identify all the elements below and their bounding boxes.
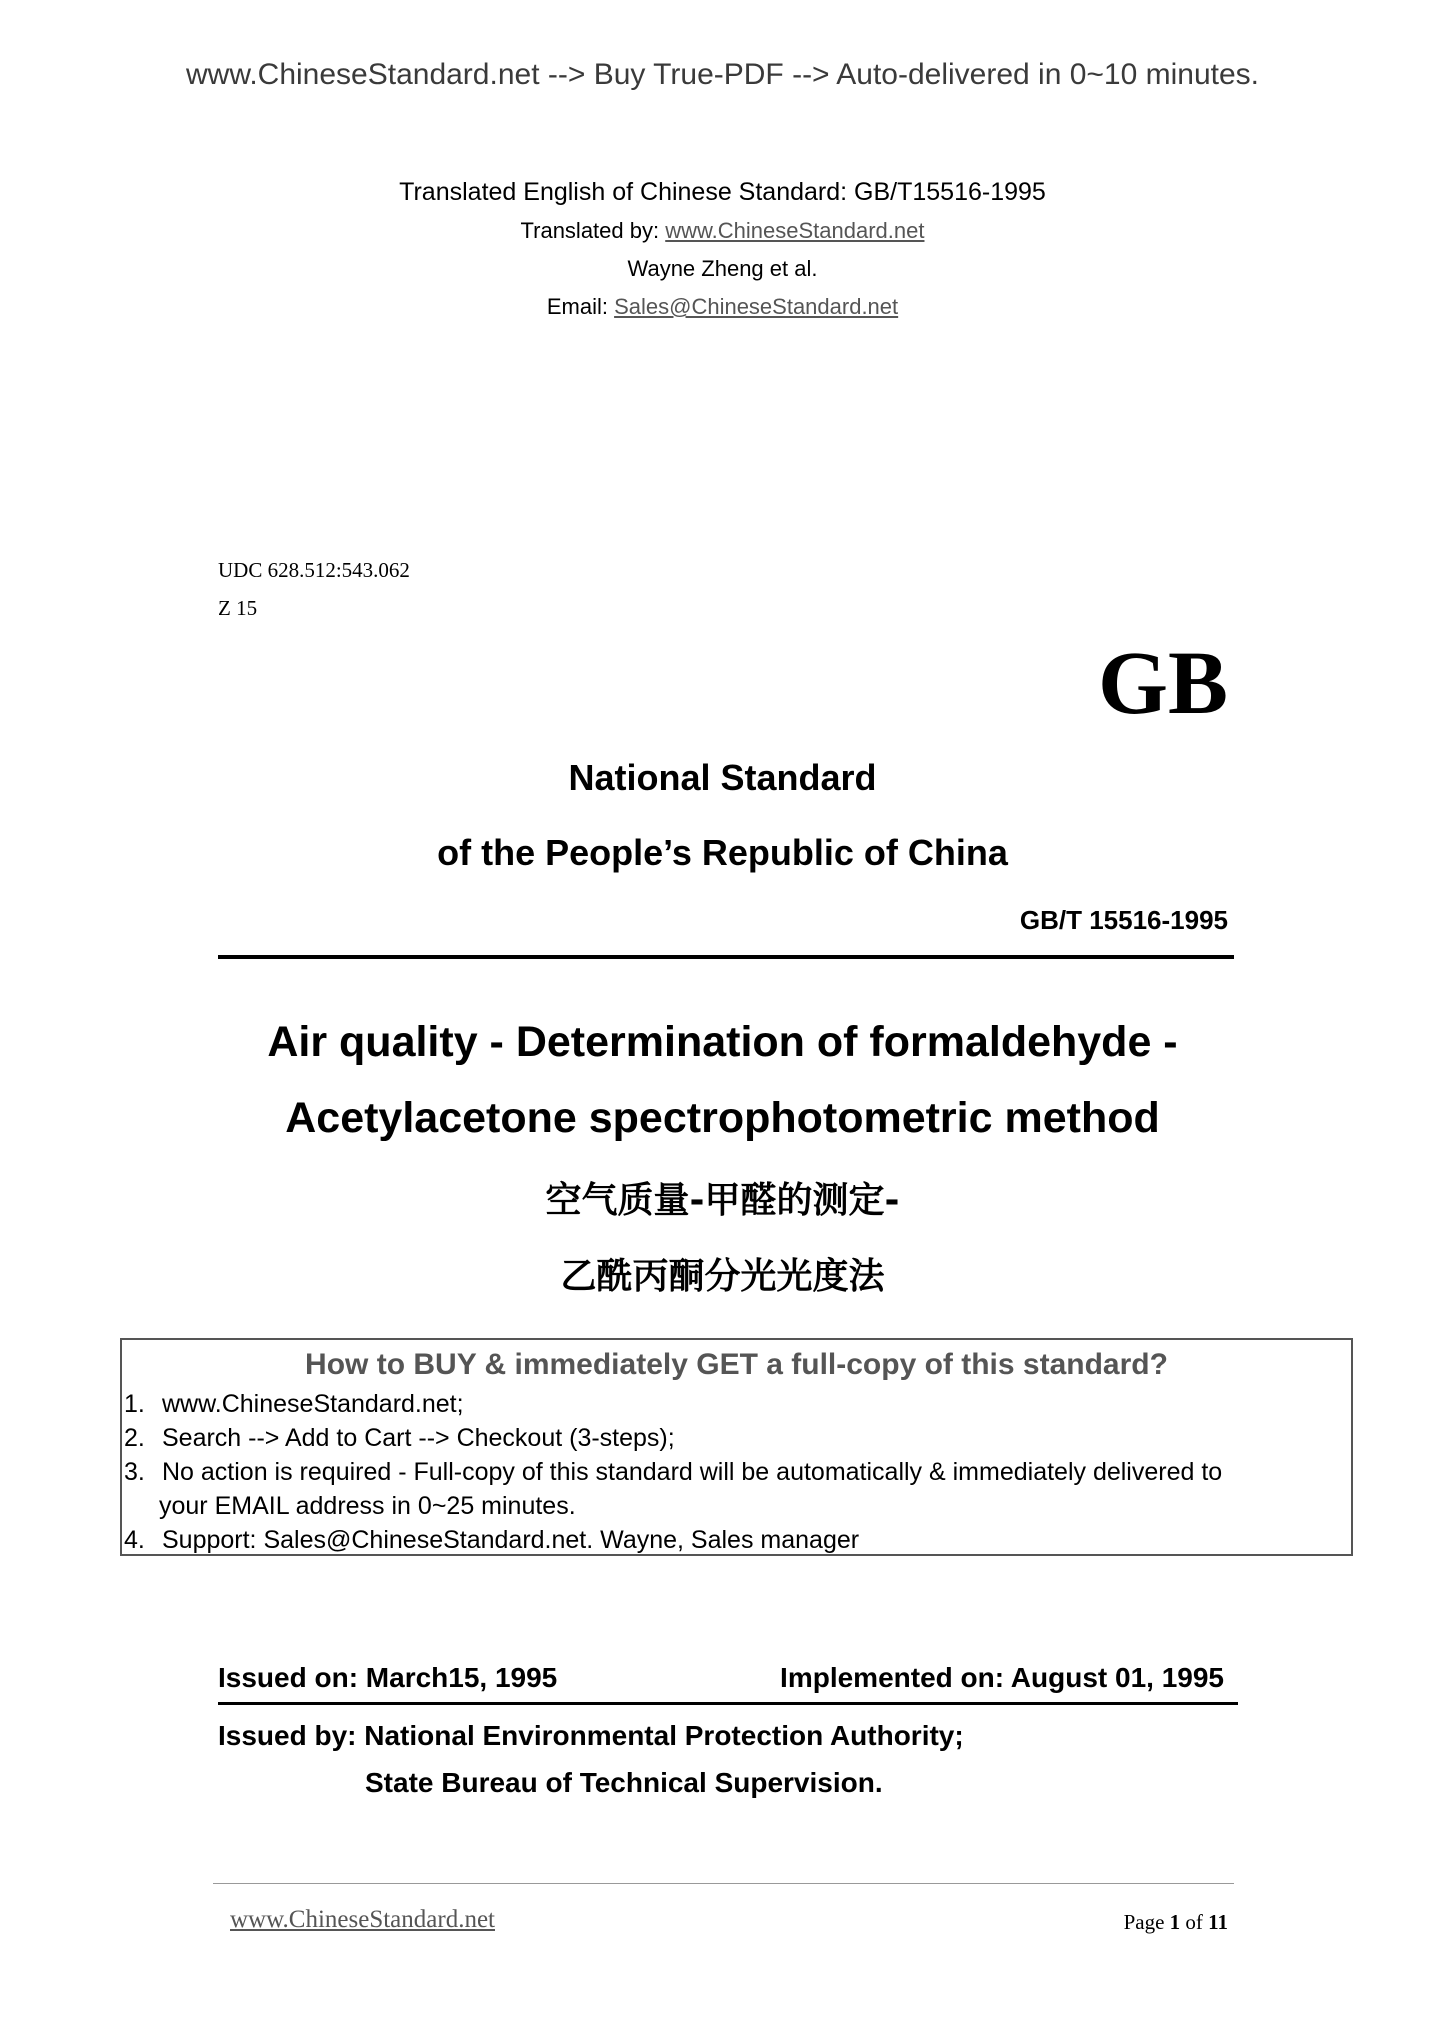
purchase-step-continuation: your EMAIL address in 0~25 minutes. [159,1492,576,1520]
z-code: Z 15 [218,596,258,620]
purchase-step [122,1526,859,1555]
translated-by-label: Translated by: [520,218,666,243]
translated-by [0,218,1445,244]
translation-author: Wayne Zheng et al. [627,256,818,281]
email-link[interactable]: Sales@ChineseStandard.net [614,294,899,319]
purchase-step [122,1424,675,1453]
page-label: Page [1123,1910,1170,1934]
step-text[interactable]: www.ChineseStandard.net; [162,1390,464,1418]
email-label: Email: [546,294,615,319]
step-number: 2. [124,1424,145,1452]
step-number: 1. [124,1390,145,1418]
translation-title: Translated English of Chinese Standard: GB/T15516-1995 [399,178,1046,206]
issued-on-date: Issued on: March15, 1995 [218,1662,558,1693]
document-title-line-2: Acetylacetone spectrophotometric method [285,1094,1160,1142]
step-text: Support: Sales@ChineseStandard.net. Wayne, Sales manager [162,1526,860,1554]
footer-site-link[interactable]: www.ChineseStandard.net [230,1906,495,1933]
purchase-step [122,1390,464,1419]
document-title-line-1: Air quality - Determination of formaldehyde - [267,1018,1178,1066]
document-title-cn-line-2: 乙酰丙酮分光光度法 [560,1256,885,1297]
step-number: 3. [124,1458,145,1486]
page-indicator [1124,1910,1228,1935]
page-of-label: of [1180,1910,1209,1934]
step-number: 4. [124,1526,145,1554]
purchase-heading: How to BUY & immediately GET a full-copy of this standard? [305,1348,1168,1381]
national-standard-subheading: of the People’s Republic of China [437,832,1008,873]
footer-divider [213,1883,1234,1884]
issued-by-continuation: State Bureau of Technical Supervision. [365,1767,883,1798]
issued-by: Issued by: National Environmental Protection Authority; [218,1720,964,1751]
translation-email [0,294,1445,320]
page-number: 1 [1169,1910,1181,1934]
top-banner: www.ChineseStandard.net --> Buy True-PDF --> Auto-delivered in 0~10 minutes. [185,58,1260,91]
purchase-info-box [120,1338,1353,1556]
issue-divider [218,1702,1238,1705]
purchase-step [122,1458,1222,1487]
gb-mark: GB [1097,634,1228,733]
page-total: 11 [1208,1910,1228,1934]
step-text: No action is required - Full-copy of this standard will be automatically & immediately delivered to [162,1458,1223,1486]
udc-code: UDC 628.512:543.062 [218,558,410,582]
document-title-cn-line-1: 空气质量-甲醛的测定- [545,1180,900,1221]
implemented-on-date: Implemented on: August 01, 1995 [780,1662,1224,1693]
national-standard-heading: National Standard [568,757,877,798]
step-text: Search --> Add to Cart --> Checkout (3-steps); [162,1424,675,1452]
translator-site-link[interactable]: www.ChineseStandard.net [665,218,925,243]
title-divider [218,955,1234,959]
standard-code: GB/T 15516-1995 [1019,905,1228,935]
